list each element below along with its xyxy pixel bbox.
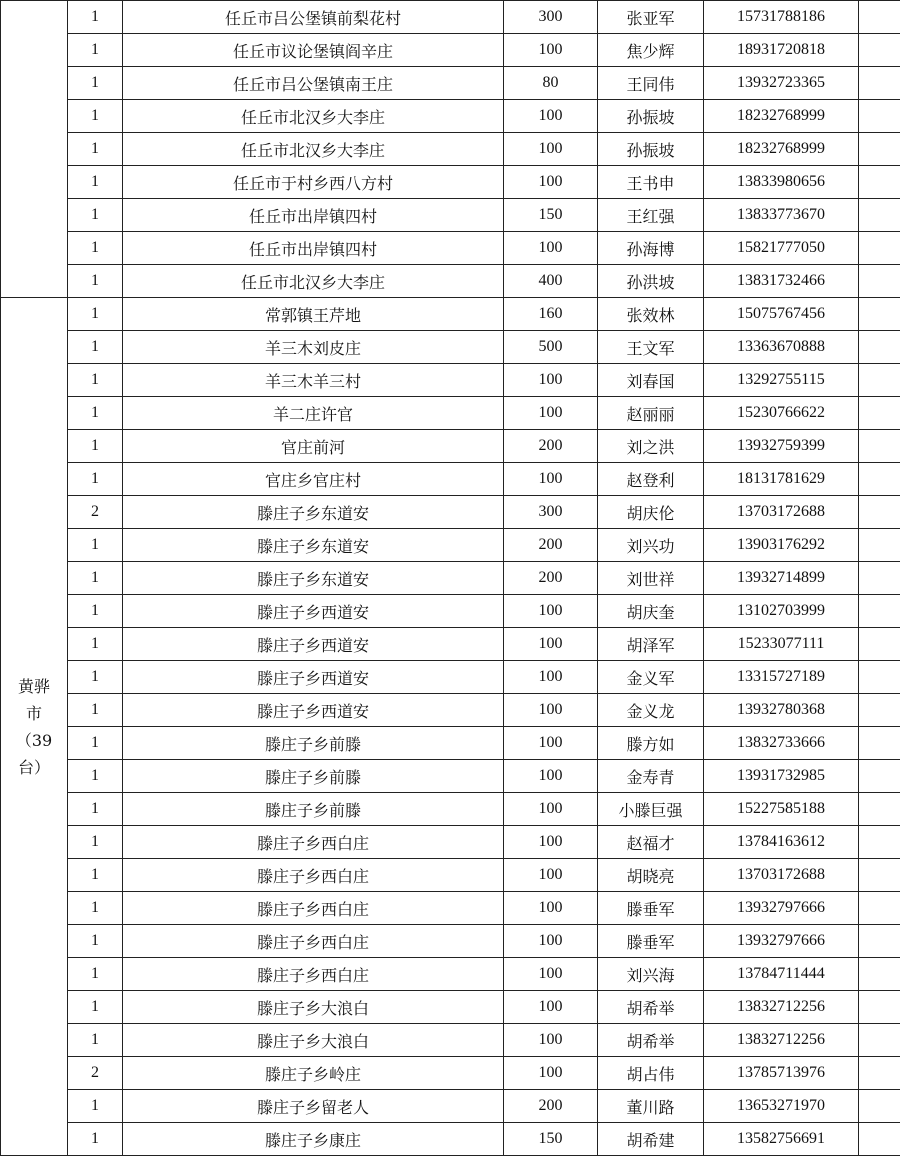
quantity-cell: 1 (68, 859, 123, 892)
empty-cell (859, 265, 900, 298)
location-cell: 滕庄子乡前滕 (123, 793, 504, 826)
contact-name-cell: 刘春国 (598, 364, 704, 397)
phone-cell: 13903176292 (704, 529, 859, 562)
table-row (1, 67, 900, 100)
quantity-cell: 1 (68, 1, 123, 34)
amount-cell: 200 (504, 562, 598, 595)
empty-cell (859, 1057, 900, 1090)
table-row (1, 1057, 900, 1090)
empty-cell (859, 364, 900, 397)
location-cell: 任丘市吕公堡镇前梨花村 (123, 1, 504, 34)
quantity-cell: 1 (68, 232, 123, 265)
amount-cell: 200 (504, 430, 598, 463)
contact-name-cell: 赵丽丽 (598, 397, 704, 430)
table-row (1, 628, 900, 661)
table-row (1, 859, 900, 892)
amount-cell: 100 (504, 34, 598, 67)
contact-name-cell: 孙海博 (598, 232, 704, 265)
amount-cell: 400 (504, 265, 598, 298)
table-row (1, 364, 900, 397)
table-row (1, 595, 900, 628)
phone-cell: 13315727189 (704, 661, 859, 694)
location-cell: 滕庄子乡东道安 (123, 529, 504, 562)
contact-name-cell: 小滕巨强 (598, 793, 704, 826)
empty-cell (859, 133, 900, 166)
location-cell: 滕庄子乡大浪白 (123, 991, 504, 1024)
contact-name-cell: 滕垂军 (598, 892, 704, 925)
empty-cell (859, 100, 900, 133)
contact-name-cell: 刘之洪 (598, 430, 704, 463)
contact-name-cell: 孙振坡 (598, 100, 704, 133)
phone-cell: 18232768999 (704, 100, 859, 133)
phone-cell: 13932714899 (704, 562, 859, 595)
contact-name-cell: 孙振坡 (598, 133, 704, 166)
phone-cell: 13102703999 (704, 595, 859, 628)
region-label-line: （39 (15, 730, 53, 750)
phone-cell: 13363670888 (704, 331, 859, 364)
quantity-cell: 1 (68, 397, 123, 430)
empty-cell (859, 661, 900, 694)
quantity-cell: 1 (68, 991, 123, 1024)
location-cell: 羊三木刘皮庄 (123, 331, 504, 364)
amount-cell: 100 (504, 694, 598, 727)
table-row (1, 1123, 900, 1156)
location-cell: 滕庄子乡西白庄 (123, 925, 504, 958)
amount-cell: 100 (504, 661, 598, 694)
quantity-cell: 1 (68, 166, 123, 199)
contact-name-cell: 赵登利 (598, 463, 704, 496)
empty-cell (859, 727, 900, 760)
table-row (1, 1090, 900, 1123)
empty-cell (859, 166, 900, 199)
table-row (1, 463, 900, 496)
quantity-cell: 1 (68, 298, 123, 331)
region-cell (1, 1, 68, 298)
empty-cell (859, 529, 900, 562)
location-cell: 任丘市北汉乡大李庄 (123, 265, 504, 298)
quantity-cell: 1 (68, 364, 123, 397)
contact-name-cell: 胡希建 (598, 1123, 704, 1156)
quantity-cell: 1 (68, 529, 123, 562)
empty-cell (859, 397, 900, 430)
table-row (1, 430, 900, 463)
contact-name-cell: 金寿青 (598, 760, 704, 793)
quantity-cell: 1 (68, 430, 123, 463)
amount-cell: 100 (504, 628, 598, 661)
amount-cell: 100 (504, 1057, 598, 1090)
quantity-cell: 1 (68, 1090, 123, 1123)
empty-cell (859, 925, 900, 958)
location-cell: 滕庄子乡西白庄 (123, 958, 504, 991)
empty-cell (859, 67, 900, 100)
location-cell: 滕庄子乡前滕 (123, 760, 504, 793)
quantity-cell: 1 (68, 694, 123, 727)
quantity-cell: 1 (68, 265, 123, 298)
phone-cell: 13292755115 (704, 364, 859, 397)
empty-cell (859, 562, 900, 595)
phone-cell: 13582756691 (704, 1123, 859, 1156)
amount-cell: 100 (504, 859, 598, 892)
amount-cell: 100 (504, 727, 598, 760)
phone-cell: 15731788186 (704, 1, 859, 34)
location-cell: 滕庄子乡西道安 (123, 628, 504, 661)
empty-cell (859, 793, 900, 826)
phone-cell: 13703172688 (704, 496, 859, 529)
quantity-cell: 1 (68, 100, 123, 133)
quantity-cell: 1 (68, 562, 123, 595)
phone-cell: 18931720818 (704, 34, 859, 67)
empty-cell (859, 430, 900, 463)
contact-name-cell: 金义龙 (598, 694, 704, 727)
empty-cell (859, 1024, 900, 1057)
location-cell: 任丘市北汉乡大李庄 (123, 100, 504, 133)
empty-cell (859, 991, 900, 1024)
empty-cell (859, 760, 900, 793)
empty-cell (859, 298, 900, 331)
location-cell: 滕庄子乡康庄 (123, 1123, 504, 1156)
location-cell: 滕庄子乡西道安 (123, 595, 504, 628)
amount-cell: 100 (504, 463, 598, 496)
contact-name-cell: 胡泽军 (598, 628, 704, 661)
contact-name-cell: 王文军 (598, 331, 704, 364)
phone-cell: 13932797666 (704, 892, 859, 925)
phone-cell: 13931732985 (704, 760, 859, 793)
location-cell: 滕庄子乡西白庄 (123, 892, 504, 925)
quantity-cell: 1 (68, 727, 123, 760)
quantity-cell: 1 (68, 331, 123, 364)
table-row (1, 694, 900, 727)
empty-cell (859, 463, 900, 496)
contact-name-cell: 董川路 (598, 1090, 704, 1123)
location-cell: 羊三木羊三村 (123, 364, 504, 397)
amount-cell: 200 (504, 529, 598, 562)
location-cell: 滕庄子乡岭庄 (123, 1057, 504, 1090)
amount-cell: 100 (504, 595, 598, 628)
region-label-line: 黄骅 (17, 676, 50, 696)
location-cell: 任丘市出岸镇四村 (123, 199, 504, 232)
amount-cell: 100 (504, 232, 598, 265)
contact-name-cell: 滕垂军 (598, 925, 704, 958)
amount-cell: 100 (504, 892, 598, 925)
empty-cell (859, 826, 900, 859)
table-row (1, 496, 900, 529)
quantity-cell: 1 (68, 892, 123, 925)
contact-name-cell: 张亚军 (598, 1, 704, 34)
quantity-cell: 1 (68, 67, 123, 100)
location-cell: 任丘市北汉乡大李庄 (123, 133, 504, 166)
contact-name-cell: 刘兴海 (598, 958, 704, 991)
quantity-cell: 2 (68, 496, 123, 529)
quantity-cell: 1 (68, 463, 123, 496)
quantity-cell: 1 (68, 793, 123, 826)
table-row (1, 199, 900, 232)
table-row (1, 1024, 900, 1057)
table-row (1, 958, 900, 991)
amount-cell: 100 (504, 397, 598, 430)
amount-cell: 100 (504, 991, 598, 1024)
phone-cell: 13831732466 (704, 265, 859, 298)
location-cell: 官庄乡官庄村 (123, 463, 504, 496)
contact-name-cell: 赵福才 (598, 826, 704, 859)
location-cell: 滕庄子乡大浪白 (123, 1024, 504, 1057)
contact-name-cell: 滕方如 (598, 727, 704, 760)
region-label-line: 市 (25, 703, 42, 723)
quantity-cell: 1 (68, 34, 123, 67)
contact-name-cell: 胡晓亮 (598, 859, 704, 892)
phone-cell: 15075767456 (704, 298, 859, 331)
table-row (1, 925, 900, 958)
table-row (1, 529, 900, 562)
empty-cell (859, 859, 900, 892)
contact-name-cell: 刘世祥 (598, 562, 704, 595)
contact-name-cell: 王红强 (598, 199, 704, 232)
contact-name-cell: 胡庆伦 (598, 496, 704, 529)
amount-cell: 150 (504, 1123, 598, 1156)
amount-cell: 100 (504, 1024, 598, 1057)
phone-cell: 13932723365 (704, 67, 859, 100)
quantity-cell: 1 (68, 628, 123, 661)
quantity-cell: 1 (68, 826, 123, 859)
table-row (1, 232, 900, 265)
phone-cell: 13832733666 (704, 727, 859, 760)
contact-name-cell: 胡希举 (598, 991, 704, 1024)
empty-cell (859, 34, 900, 67)
amount-cell: 300 (504, 496, 598, 529)
contact-name-cell: 王书申 (598, 166, 704, 199)
contact-name-cell: 胡占伟 (598, 1057, 704, 1090)
table-row (1, 562, 900, 595)
location-cell: 任丘市议论堡镇阎辛庄 (123, 34, 504, 67)
table-row (1, 727, 900, 760)
location-cell: 任丘市出岸镇四村 (123, 232, 504, 265)
phone-cell: 15230766622 (704, 397, 859, 430)
amount-cell: 200 (504, 1090, 598, 1123)
phone-cell: 18232768999 (704, 133, 859, 166)
amount-cell: 500 (504, 331, 598, 364)
phone-cell: 18131781629 (704, 463, 859, 496)
amount-cell: 100 (504, 166, 598, 199)
phone-cell: 13785713976 (704, 1057, 859, 1090)
empty-cell (859, 595, 900, 628)
contact-name-cell: 张效林 (598, 298, 704, 331)
location-cell: 滕庄子乡西道安 (123, 661, 504, 694)
contact-name-cell: 金义军 (598, 661, 704, 694)
amount-cell: 100 (504, 958, 598, 991)
phone-cell: 13832712256 (704, 1024, 859, 1057)
empty-cell (859, 496, 900, 529)
amount-cell: 100 (504, 100, 598, 133)
amount-cell: 100 (504, 793, 598, 826)
location-cell: 滕庄子乡西道安 (123, 694, 504, 727)
amount-cell: 100 (504, 925, 598, 958)
table-row (1, 265, 900, 298)
location-cell: 羊二庄许官 (123, 397, 504, 430)
contact-name-cell: 孙洪坡 (598, 265, 704, 298)
phone-cell: 15233077111 (704, 628, 859, 661)
phone-cell: 13832712256 (704, 991, 859, 1024)
table-row (1, 34, 900, 67)
table-row (1, 331, 900, 364)
location-cell: 任丘市于村乡西八方村 (123, 166, 504, 199)
quantity-cell: 1 (68, 925, 123, 958)
location-cell: 滕庄子乡东道安 (123, 496, 504, 529)
empty-cell (859, 694, 900, 727)
location-cell: 滕庄子乡前滕 (123, 727, 504, 760)
table-row (1, 100, 900, 133)
phone-cell: 15821777050 (704, 232, 859, 265)
amount-cell: 100 (504, 133, 598, 166)
empty-cell (859, 331, 900, 364)
quantity-cell: 1 (68, 760, 123, 793)
contact-name-cell: 王同伟 (598, 67, 704, 100)
phone-cell: 13784711444 (704, 958, 859, 991)
empty-cell (859, 199, 900, 232)
empty-cell (859, 892, 900, 925)
table-row (1, 991, 900, 1024)
empty-cell (859, 958, 900, 991)
table-row (1, 1, 900, 34)
phone-cell: 13833773670 (704, 199, 859, 232)
empty-cell (859, 628, 900, 661)
amount-cell: 160 (504, 298, 598, 331)
amount-cell: 100 (504, 364, 598, 397)
table-row (1, 793, 900, 826)
amount-cell: 300 (504, 1, 598, 34)
table-row (1, 298, 900, 331)
phone-cell: 13932797666 (704, 925, 859, 958)
amount-cell: 150 (504, 199, 598, 232)
quantity-cell: 1 (68, 661, 123, 694)
contact-name-cell: 胡希举 (598, 1024, 704, 1057)
phone-cell: 13932780368 (704, 694, 859, 727)
region-label (1, 673, 67, 781)
table-row (1, 397, 900, 430)
quantity-cell: 1 (68, 1024, 123, 1057)
region-label-line: 台） (17, 757, 50, 777)
quantity-cell: 1 (68, 595, 123, 628)
table-row (1, 760, 900, 793)
location-cell: 任丘市吕公堡镇南王庄 (123, 67, 504, 100)
contact-name-cell: 胡庆奎 (598, 595, 704, 628)
empty-cell (859, 1, 900, 34)
contact-name-cell: 刘兴功 (598, 529, 704, 562)
table-body (1, 1, 900, 1156)
quantity-cell: 1 (68, 133, 123, 166)
location-cell: 滕庄子乡留老人 (123, 1090, 504, 1123)
quantity-cell: 1 (68, 1123, 123, 1156)
table-row (1, 166, 900, 199)
amount-cell: 80 (504, 67, 598, 100)
phone-cell: 13833980656 (704, 166, 859, 199)
phone-cell: 13703172688 (704, 859, 859, 892)
amount-cell: 100 (504, 826, 598, 859)
quantity-cell: 1 (68, 199, 123, 232)
phone-cell: 13784163612 (704, 826, 859, 859)
table-row (1, 133, 900, 166)
table-row (1, 826, 900, 859)
location-cell: 滕庄子乡西白庄 (123, 859, 504, 892)
quantity-cell: 1 (68, 958, 123, 991)
empty-cell (859, 1090, 900, 1123)
phone-cell: 13932759399 (704, 430, 859, 463)
phone-cell: 13653271970 (704, 1090, 859, 1123)
region-cell (1, 298, 68, 1156)
phone-cell: 15227585188 (704, 793, 859, 826)
quantity-cell: 2 (68, 1057, 123, 1090)
location-cell: 滕庄子乡东道安 (123, 562, 504, 595)
empty-cell (859, 1123, 900, 1156)
location-cell: 官庄前河 (123, 430, 504, 463)
empty-cell (859, 232, 900, 265)
location-cell: 滕庄子乡西白庄 (123, 826, 504, 859)
location-cell: 常郭镇王芹地 (123, 298, 504, 331)
amount-cell: 100 (504, 760, 598, 793)
contact-name-cell: 焦少辉 (598, 34, 704, 67)
table-row (1, 892, 900, 925)
table-row (1, 661, 900, 694)
